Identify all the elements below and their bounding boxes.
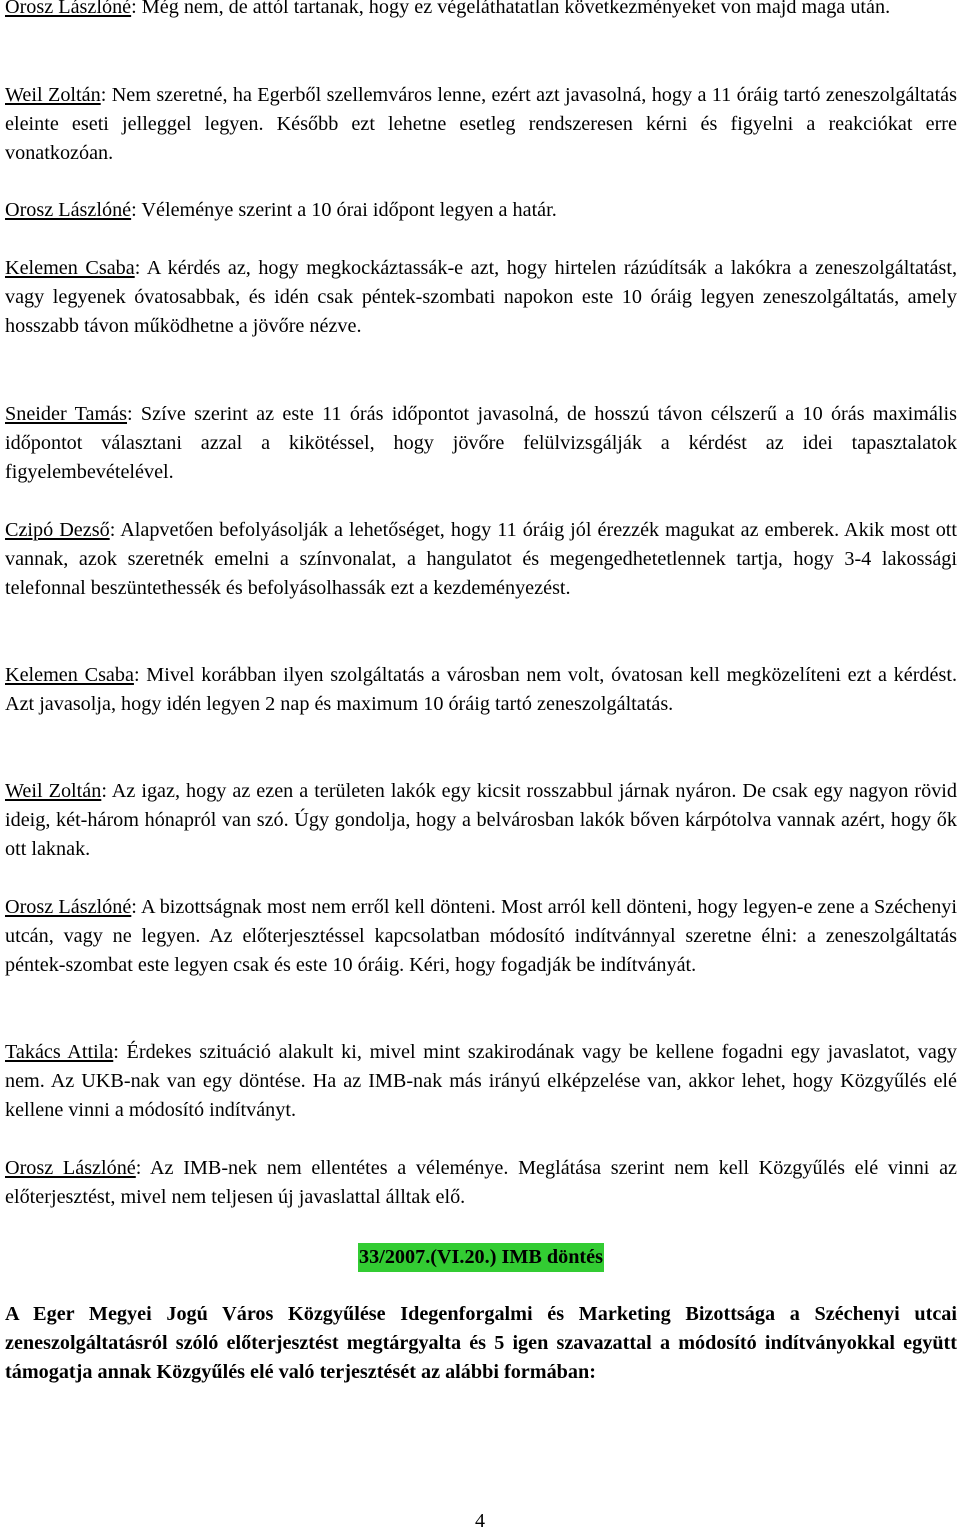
paragraph-text: : Alapvetően befolyásolják a lehetőséget, hogy 11 óráig jól érezzék magukat az emberek. Akik most ott vannak, azok szeretnék emelni a színvonalat, a hangulatot és megengedhetetlennek tartja, hogy 3-4 lakossági telefonnal beszüntethessék és befolyásolhassák ezt a kezdeményezést. [5,519,958,599]
minutes-paragraph [5,893,957,980]
minutes-paragraph [5,400,957,487]
paragraph-text: : A kérdés az, hogy megkockáztassák-e azt, hogy hirtelen rázúdítsák a lakókra a zeneszolgáltatást, vagy legyenek óvatosabbak, és idén csak péntek-szombati napokon este 10 óráig legyen zeneszolgáltatás, amely hosszabb távon működhetne a jövőre nézve. [5,257,957,337]
speaker-name: Orosz Lászlóné [5,1157,136,1179]
minutes-paragraph [5,1154,957,1212]
minutes-paragraph [5,661,957,719]
minutes-paragraph [5,777,957,864]
speaker-name: Czipó Dezső [5,519,110,541]
speaker-name: Kelemen Csaba [5,257,135,279]
paragraph-text: : A bizottságnak most nem erről kell dönteni. Most arról kell dönteni, hogy legyen-e zene a Széchenyi utcán, vagy ne legyen. Az előterjesztéssel kapcsolatban módosító indítvánnyal szeretne élni: a zeneszolgáltatás péntek-szombat este legyen csak és este 10 óráig. Kéri, hogy fogadják be indítványát. [5,896,958,976]
speaker-name: Kelemen Csaba [5,664,134,686]
paragraph-text: : Véleménye szerint a 10 órai időpont legyen a határ. [131,199,557,221]
minutes-paragraph [5,196,957,225]
paragraph-text: : Még nem, de attól tartanak, hogy ez végeláthatatlan következményeket von majd maga után. [131,0,891,18]
minutes-paragraph [5,81,957,168]
minutes-paragraph [5,516,957,603]
speaker-name: Orosz Lászlóné [5,199,132,221]
paragraph-text: : Nem szeretné, ha Egerből szellemváros lenne, ezért azt javasolná, hogy a 11 óráig tartó zeneszolgáltatás eleinte eseti jelleggel legyen. Később ezt lehetne esetleg rendszeresen kérni és figyelni a reakciókat erre vonatkozóan. [5,84,958,164]
paragraph-text: : Érdekes szituáció alakult ki, mivel mint szakirodának vagy be kellene fogadni egy javaslatot, vagy nem. Az UKB-nak van egy döntése. Ha az IMB-nak más irányú elképzelése van, akkor lehet, hogy Közgyűlés elé kellene vinni a módosító indítványt. [5,1041,957,1121]
speaker-name: Orosz Lászlóné [5,896,132,918]
paragraph-text: : Szíve szerint az este 11 órás időpontot javasolná, de hosszú távon célszerű a 10 órás maximális időpontot választani azzal a kikötéssel, hogy jövőre felülvizsgálják a kérdést az idei tapasztalatok figyelembevételével. [5,403,958,483]
speaker-name: Takács Attila [5,1041,114,1063]
paragraph-text: : Az igaz, hogy az ezen a területen lakók egy kicsit rosszabbul járnak nyáron. De csak egy nagyon rövid ideig, két-három hónapról van szó. Úgy gondolja, hogy a belvárosban lakók bőven kárpótolva vannak azért, hogy ők ott laknak. [5,780,958,860]
speaker-name: Weil Zoltán [5,780,102,802]
speaker-name: Orosz Lászlóné [5,0,132,18]
speaker-name: Weil Zoltán [5,84,101,106]
paragraph-text: : Az IMB-nek nem ellentétes a véleménye. Meglátása szerint nem kell Közgyűlés elé vinni az előterjesztést, mivel nem teljesen új javaslattal álltak elő. [5,1157,958,1208]
paragraph-text: : Mivel korábban ilyen szolgáltatás a városban nem volt, óvatosan kell megközelíteni ezt a kérdést. Azt javasolja, hogy idén legyen 2 nap és maximum 10 óráig tartó zeneszolgáltatás. [5,664,957,715]
resolution-text: A Eger Megyei Jogú Város Közgyűlése Idegenforgalmi és Marketing Bizottsága a Széchenyi utcai zeneszolgáltatásról szóló előterjesztést megtárgyalta és 5 igen szavazattal a módosító indítványokkal együtt támogatja annak Közgyűlés elé való terjesztését az alábbi formában: [5,1303,957,1383]
minutes-paragraph [5,0,957,22]
page-number: 4 [475,1510,485,1532]
minutes-paragraph [5,254,957,341]
minutes-paragraph [5,1038,957,1125]
decision-heading [5,1243,957,1272]
decision-label: 33/2007.(VI.20.) IMB döntés [358,1243,604,1272]
speaker-name: Sneider Tamás [5,403,128,425]
